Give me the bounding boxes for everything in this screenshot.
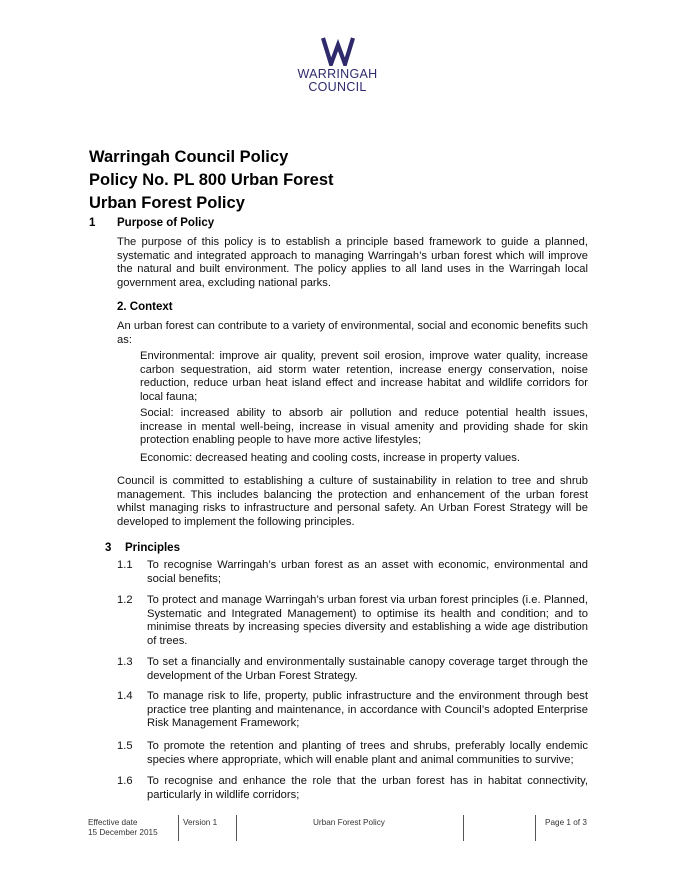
effective-date-label: Effective date bbox=[88, 818, 138, 827]
footer-page-number: Page 1 of 3 bbox=[545, 818, 587, 827]
context-environmental: Environmental: improve air quality, prevent soil erosion, improve water quality, increase carbon sequestration, aid storm water retention, increase energy conservation, noise reduction, reduce urban heat island effect and increase habitat and wildlife corridors for local fauna; bbox=[140, 350, 588, 403]
section2-heading: 2. Context bbox=[117, 301, 173, 313]
section2-closing: Council is committed to establishing a culture of sustainability in relation to tree and shrub management. This includes balancing the protection and enhancement of the urban forest whilst managing risks to infrastructure and personal safety. An Urban Forest Strategy will be developed to implement the following principles. bbox=[117, 475, 588, 528]
effective-date-value: 15 December 2015 bbox=[88, 828, 158, 837]
title-policy-name: Urban Forest Policy bbox=[89, 194, 245, 212]
logo-line-2: COUNCIL bbox=[308, 80, 367, 94]
footer-divider bbox=[535, 815, 536, 841]
footer-effective-date bbox=[88, 818, 158, 838]
principle-text: To protect and manage Warringah’s urban forest via urban forest principles (i.e. Planned, Systematic and Integrated Management) to optimise its health and condition; and to minimise threats by increasing species diversity and establishing a wide age distribution of trees. bbox=[147, 594, 588, 647]
principle-number: 1.6 bbox=[117, 775, 133, 787]
document-titles bbox=[89, 146, 334, 215]
principle-text: To manage risk to life, property, public infrastructure and the environment through best practice tree planting and maintenance, in accordance with Council’s adopted Enterprise Risk Management Framework; bbox=[147, 690, 588, 730]
section3-heading: Principles bbox=[125, 542, 180, 554]
section1-number: 1 bbox=[89, 217, 96, 229]
context-economic: Economic: decreased heating and cooling costs, increase in property values. bbox=[140, 452, 520, 464]
principle-number: 1.2 bbox=[117, 594, 133, 606]
principle-text: To set a financially and environmentally sustainable canopy coverage target through the development of the Urban Forest Strategy. bbox=[147, 656, 588, 682]
principle-number: 1.3 bbox=[117, 656, 133, 668]
footer-divider bbox=[463, 815, 464, 841]
principle-text: To promote the retention and planting of trees and shrubs, preferably locally endemic species where appropriate, which will enable plant and animal communities to survive; bbox=[147, 740, 588, 766]
footer-version: Version 1 bbox=[183, 818, 218, 827]
title-council-policy: Warringah Council Policy bbox=[89, 148, 289, 166]
footer-divider bbox=[178, 815, 179, 841]
principle-number: 1.5 bbox=[117, 740, 133, 752]
principle-text: To recognise Warringah’s urban forest as an asset with economic, environmental and social benefits; bbox=[147, 559, 588, 585]
page-footer bbox=[0, 812, 675, 842]
w-logo-icon bbox=[321, 36, 355, 66]
section2-intro: An urban forest can contribute to a variety of environmental, social and economic benefits such as: bbox=[117, 320, 588, 346]
section3-number: 3 bbox=[105, 542, 112, 554]
footer-document-title: Urban Forest Policy bbox=[313, 818, 385, 827]
section1-heading: Purpose of Policy bbox=[117, 217, 215, 229]
footer-divider bbox=[236, 815, 237, 841]
context-social: Social: increased ability to absorb air pollution and reduce potential health issues, increase in mental well-being, increase in visual amenity and providing shade for skin protection enabling people to have more active lifestyles; bbox=[140, 407, 588, 447]
title-policy-number: Policy No. PL 800 Urban Forest bbox=[89, 171, 334, 189]
principle-number: 1.4 bbox=[117, 690, 133, 702]
principle-text: To recognise and enhance the role that the urban forest has in habitat connectivity, particularly in wildlife corridors; bbox=[147, 775, 588, 801]
logo-line-1: WARRINGAH bbox=[297, 67, 378, 81]
section1-body: The purpose of this policy is to establish a principle based framework to guide a planned, systematic and integrated approach to managing Warringah’s urban forest which will improve the natural and built environment. The policy applies to all land uses in the Warringah local government area, excluding national parks. bbox=[117, 236, 588, 289]
logo-text bbox=[0, 68, 675, 94]
council-logo bbox=[0, 36, 675, 94]
principle-number: 1.1 bbox=[117, 559, 133, 571]
